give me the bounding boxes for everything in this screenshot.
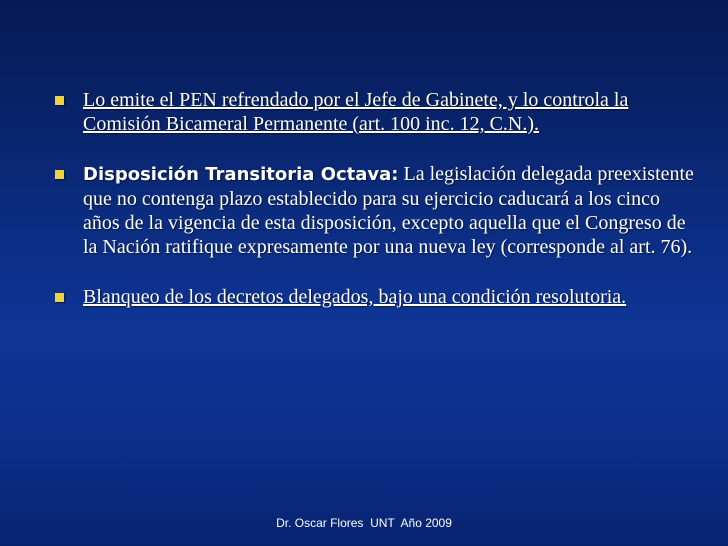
bullet-heading: Disposición Transitoria Octava: <box>83 164 399 185</box>
slide-footer: Dr. Oscar Flores UNT Año 2009 <box>276 516 452 530</box>
bullet-item-1 <box>55 88 695 136</box>
bullet-text: Lo emite el PEN refrendado por el Jefe de Gabinete, y lo controla la Comisión Bicameral Permanente (art. 100 inc. 12, C.N.). <box>83 89 629 135</box>
square-bullet-icon <box>55 170 64 179</box>
bullet-item-2 <box>55 162 695 259</box>
bullet-text: La legislación delegada preexistente que no contenga plazo establecido para su ejercicio caducará a los cinco años de la vigencia de esta disposición, excepto aquella que el Congreso de la Nación ratifique expresamente por una nueva ley (corresponde al art. 76). <box>83 163 694 258</box>
square-bullet-icon <box>55 293 64 302</box>
square-bullet-icon <box>55 96 64 105</box>
bullet-list <box>55 88 695 335</box>
bullet-text: Blanqueo de los decretos delegados, bajo una condición resolutoria. <box>83 286 627 308</box>
bullet-item-3 <box>55 285 695 309</box>
